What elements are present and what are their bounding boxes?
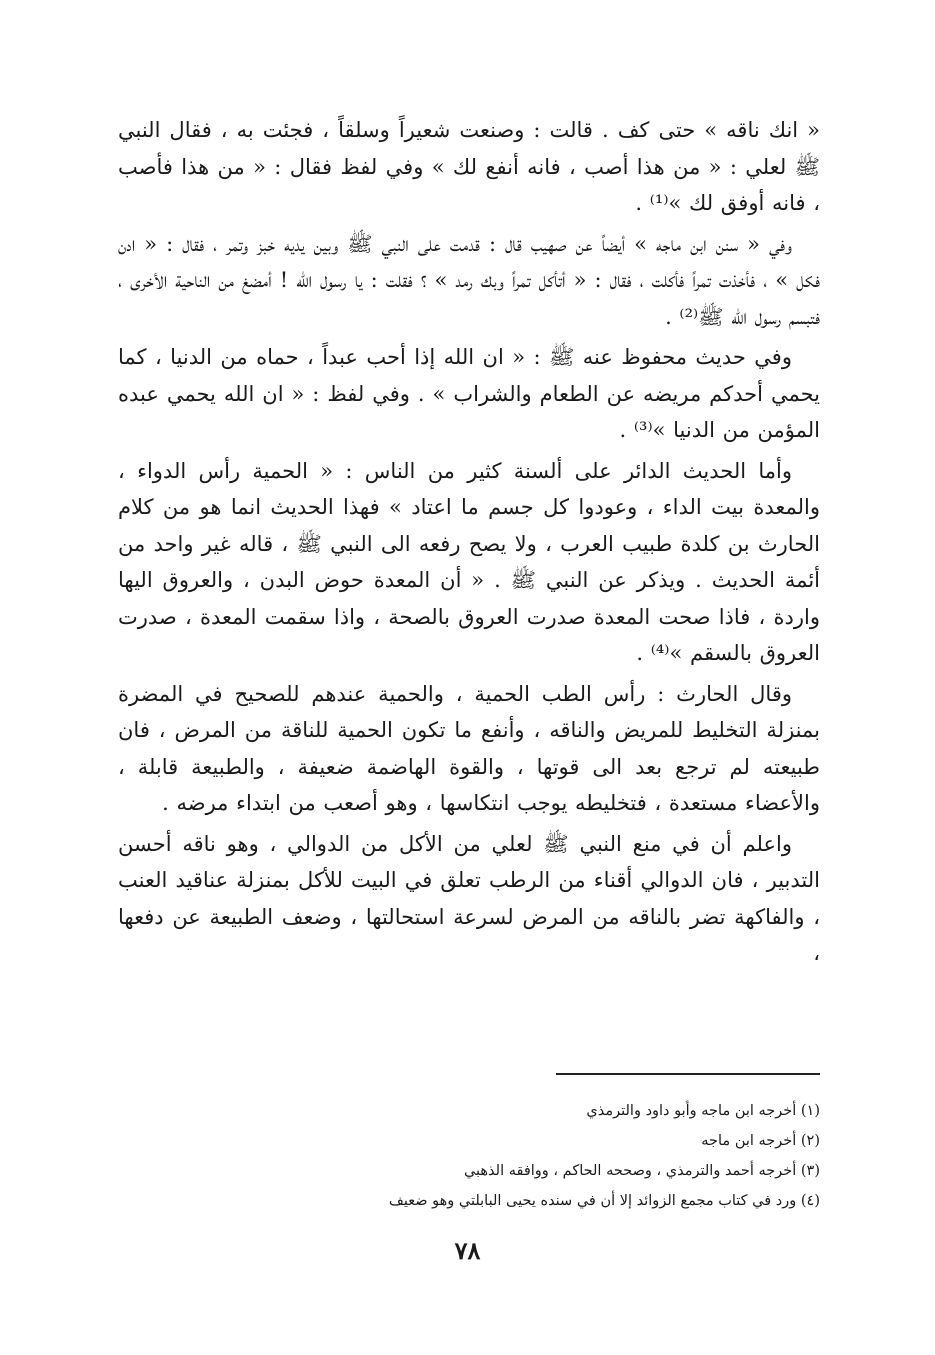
footnote-3: (٣) أخرجه أحمد والترمذي ، وصححه الحاكم ، ووافقه الذهبي [463,1163,820,1179]
paragraph-6: واعلم أن في منع النبي ﷺ لعلي من الأكل من الدوالي ، وهو ناقه أحسن التدبير ، فان الدوالي أقناء من الرطب تعلق في البيت للأكل بمنزلة عناقيد العنب ، والفاكهة تضر بالناقه من المرض لسرعة استحالتها ، وضعف الطبيعة عن دفعها ، [118,831,820,965]
page-number: ٧٨ [454,1236,481,1265]
paragraph-5: وقال الحارث : رأس الطب الحمية ، والحمية عندهم للصحيح في المضرة بمنزلة التخليط للمريض والناقه ، وأنفع ما تكون الحمية للناقة من المرض ، فان طبيعته لم ترجع بعد الى قوتها ، والقوة الهاضمة ضعيفة ، والطبيعة قابلة ، والأعضاء مستعدة ، فتخليطه يوجب انتكاسها ، وهو أصعب من ابتداء مرضه . [118,681,820,815]
main-text [118,112,820,976]
paragraph-2: وفي « سنن ابن ماجه » أيضاً عن صهيب قال : قدمت على النبي ﷺ وبين يديه خبز وتمر ، فقال : « ادن فكل » ، فأخذت تمراً فأكلت ، فقال : « أتأكل تمراً وبك رمد » ؟ فقلت : يا رسول الله ! أمضغ من الناحية الأخرى ، فتبسم رسول الله ﷺ⁽²⁾ . [118,231,820,329]
footnote-1: (١) أخرجه ابن ماجه وأبو داود والترمذي [586,1103,820,1119]
paragraph-4: وأما الحديث الدائر على ألسنة كثير من الناس : « الحمية رأس الدواء ، والمعدة بيت الداء ، وعودوا كل جسم ما اعتاد » فهذا الحديث انما هو من كلام الحارث بن كلدة طبيب العرب ، ولا يصح رفعه الى النبي ﷺ ، قاله غير واحد من أئمة الحديث . ويذكر عن النبي ﷺ . « أن المعدة حوض البدن ، والعروق اليها واردة ، فاذا صحت المعدة صدرت العروق بالصحة ، واذا سقمت المعدة ، صدرت العروق بالسقم »⁽⁴⁾ . [118,458,820,665]
footnote-2: (٢) أخرجه ابن ماجه [701,1133,820,1149]
footnotes [118,1096,820,1216]
footnote-divider [556,1073,820,1075]
paragraph-1: « انك ناقه » حتى كف . قالت : وصنعت شعيراً وسلقاً ، فجئت به ، فقال النبي ﷺ لعلي : « من هذا أصب ، فانه أنفع لك » وفي لفظ فقال : « من هذا فأصب ، فانه أوفق لك »⁽¹⁾ . [118,118,820,215]
footnote-4: (٤) ورد في كتاب مجمع الزوائد إلا أن في سنده يحيى البابلتي وهو ضعيف [388,1193,820,1209]
paragraph-3: وفي حديث محفوظ عنه ﷺ : « ان الله إذا أحب عبداً ، حماه من الدنيا ، كما يحمي أحدكم مريضه عن الطعام والشراب » . وفي لفظ : « ان الله يحمي عبده المؤمن من الدنيا »⁽³⁾ . [118,345,820,442]
